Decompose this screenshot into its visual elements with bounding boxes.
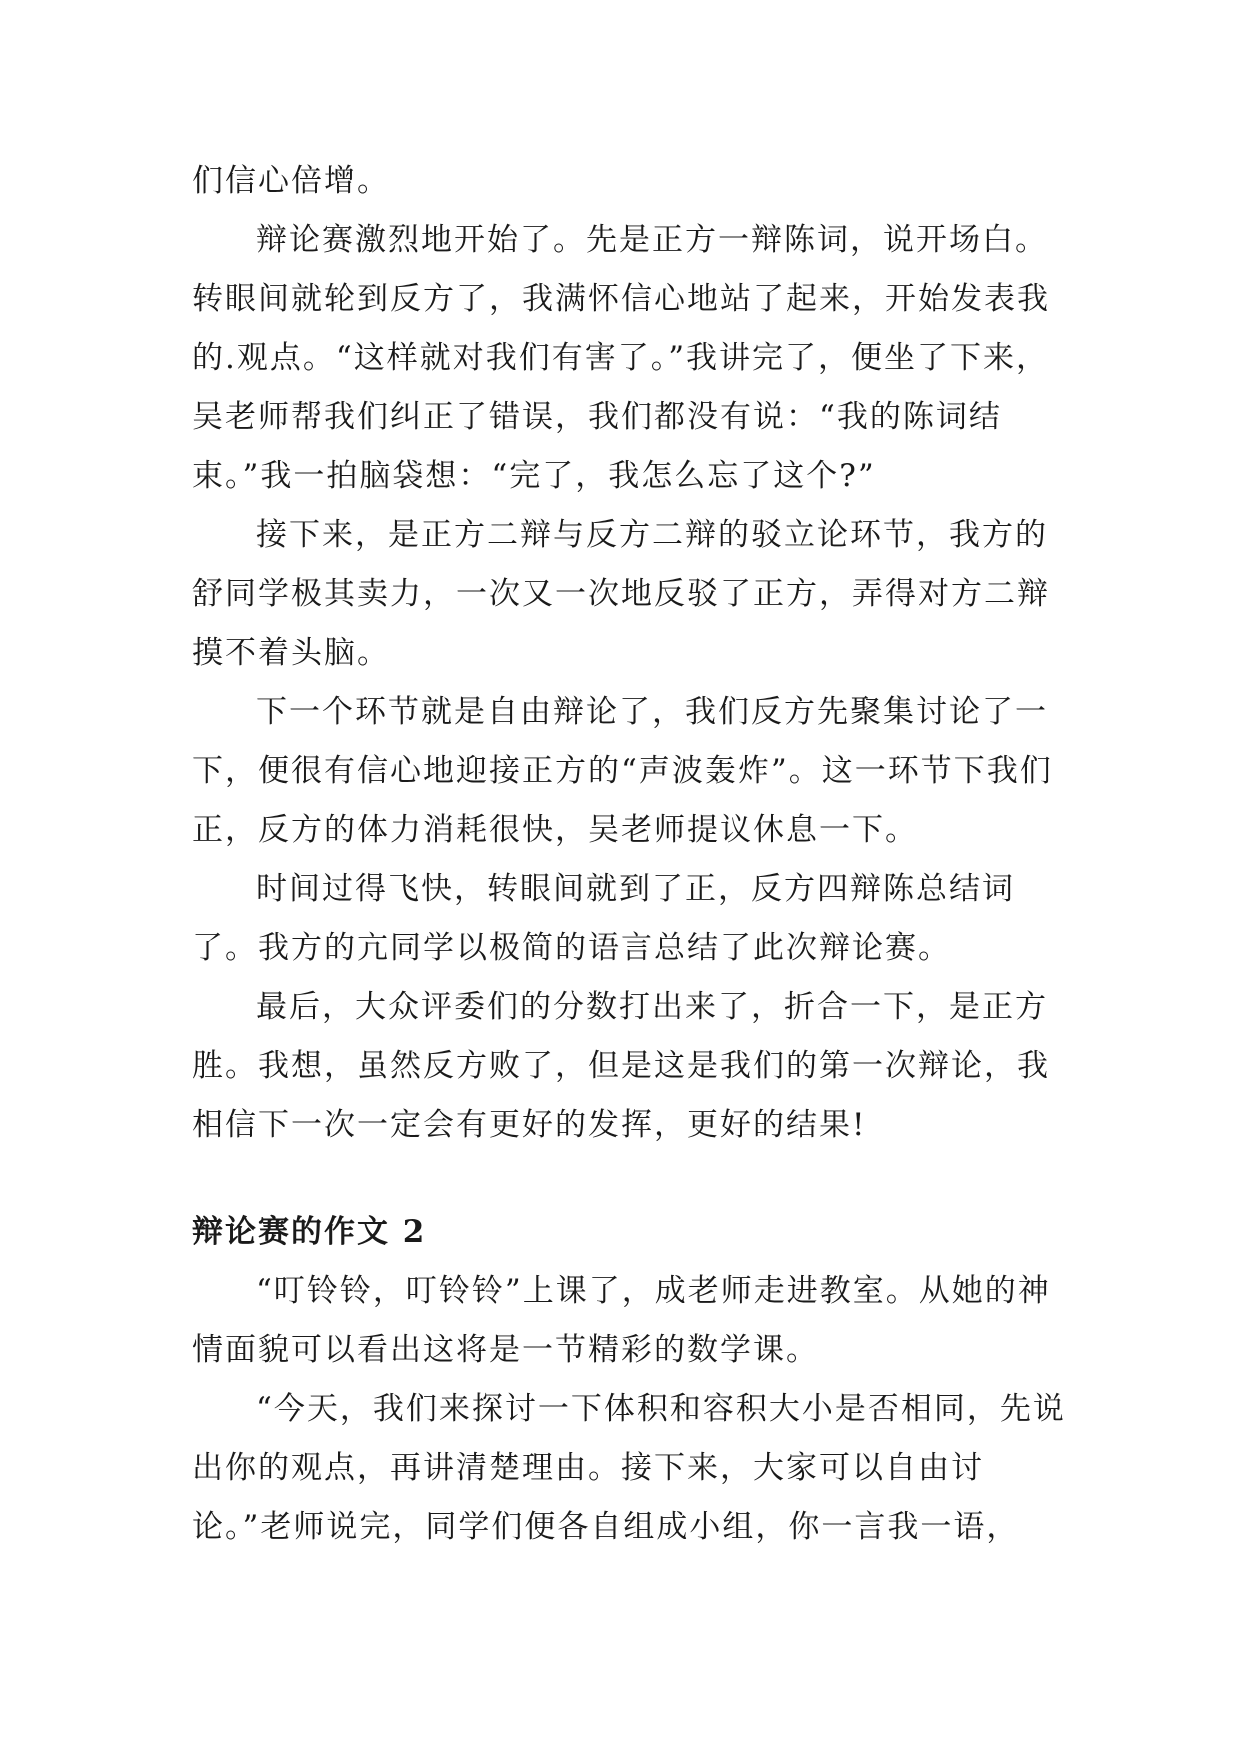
essay-2-title: 辩论赛的作文 2 — [192, 1214, 427, 1250]
paragraph-continuation: 们信心倍增。 — [192, 163, 390, 199]
paragraph-teacher-instructions: “今天，我们来探讨一下体积和容积大小是否相同，先说出你的观点，再讲清楚理由。接下来，大家可以自由讨论。”老师说完，同学们便各自组成小组，你一言我一语， — [192, 1391, 1066, 1545]
document-body — [192, 152, 1072, 1557]
paragraph-free-debate: 下一个环节就是自由辩论了，我们反方先聚集讨论了一下，便很有信心地迎接正方的“声波轰炸”。这一环节下我们正，反方的体力消耗很快，吴老师提议休息一下。 — [192, 694, 1053, 848]
paragraph-result: 最后，大众评委们的分数打出来了，折合一下，是正方胜。我想，虽然反方败了，但是这是我们的第一次辩论，我相信下一次一定会有更好的发挥，更好的结果! — [192, 989, 1050, 1143]
paragraph-summary: 时间过得飞快，转眼间就到了正，反方四辩陈总结词了。我方的亢同学以极简的语言总结了此次辩论赛。 — [192, 871, 1015, 966]
paragraph-second-debaters: 接下来，是正方二辩与反方二辩的驳立论环节，我方的舒同学极其卖力，一次又一次地反驳了正方，弄得对方二辩摸不着头脑。 — [192, 517, 1050, 671]
paragraph-class-begins: “叮铃铃，叮铃铃”上课了，成老师走进教室。从她的神情面貌可以看出这将是一节精彩的数学课。 — [192, 1273, 1051, 1368]
paragraph-debate-start: 辩论赛激烈地开始了。先是正方一辩陈词，说开场白。转眼间就轮到反方了，我满怀信心地站了起来，开始发表我的.观点。“这样就对我们有害了。”我讲完了，便坐了下来，吴老师帮我们纠正了错误，我们都没有说：“我的陈词结束。”我一拍脑袋想：“完了，我怎么忘了这个?” — [192, 222, 1050, 494]
